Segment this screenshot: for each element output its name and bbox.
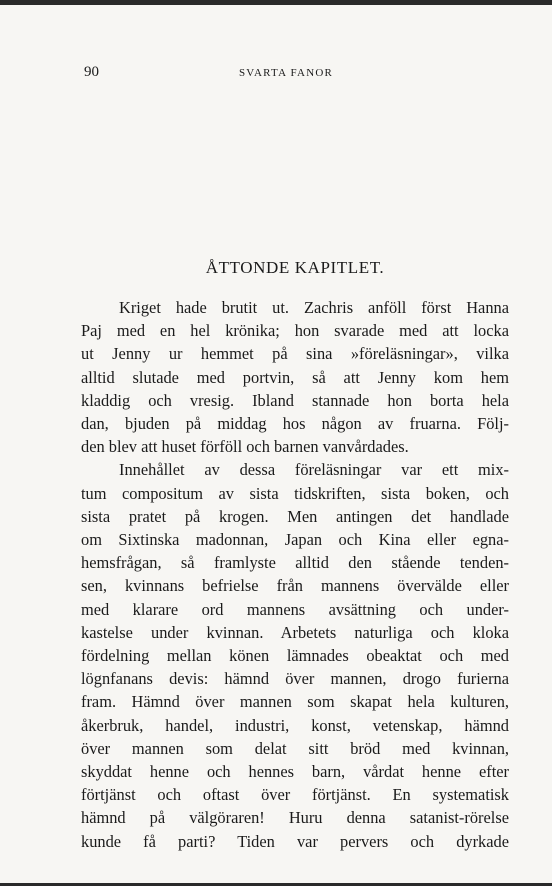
text-line: kunde få parti? Tiden var pervers och dyrkade — [81, 831, 509, 851]
text-line: om Sixtinska madonnan, Japan och Kina eller egna- — [81, 530, 509, 550]
chapter-title: ÅTTONDE KAPITLET. — [205, 258, 385, 277]
top-border-rule — [0, 0, 552, 5]
text-line: kladdig och vresig. Ibland stannade hon borta hela — [81, 390, 509, 410]
text-line: Innehållet av dessa föreläsningar var ett mix- — [119, 460, 509, 480]
text-line: med klarare ord mannens avsättning och under- — [81, 599, 509, 619]
text-line: hämnd på välgöraren! Huru denna satanist-rörelse — [81, 808, 509, 828]
text-line: över mannen som delat sitt bröd med kvinnan, — [81, 738, 509, 758]
page-number: 90 — [84, 64, 99, 80]
body-text — [81, 296, 509, 853]
text-line: sen, kvinnans befrielse från mannens övervälde eller — [81, 576, 509, 596]
text-line: alltid slutade med portvin, så att Jenny kom hem — [81, 367, 509, 387]
text-line: ut Jenny ur hemmet på sina »föreläsningar», vilka — [81, 344, 509, 364]
running-head: SVARTA FANOR — [238, 67, 334, 79]
text-line: fram. Hämnd över mannen som skapat hela kulturen, — [81, 692, 509, 712]
text-line: sista pratet på krogen. Men antingen det handlade — [81, 506, 509, 526]
text-line: dan, bjuden på middag hos någon av fruarna. Följ- — [81, 414, 509, 434]
text-line: Paj med en hel krönika; hon svarade med att locka — [81, 321, 509, 341]
text-line: kastelse under kvinnan. Arbetets naturliga och kloka — [81, 622, 509, 642]
text-line: skyddat henne och hennes barn, vårdat henne efter — [81, 762, 509, 782]
text-line: förtjänst och oftast över förtjänst. En systematisk — [81, 785, 509, 805]
text-line: åkerbruk, handel, industri, konst, vetenskap, hämnd — [81, 715, 509, 735]
text-line: Kriget hade brutit ut. Zachris anföll först Hanna — [119, 298, 509, 317]
text-line: lögnfanans devis: hämnd över mannen, drogo furierna — [81, 669, 509, 689]
text-line: fördelning mellan könen lämnades obeaktat och med — [81, 646, 509, 666]
text-line: tum compositum av sista tidskriften, sista boken, och — [81, 483, 509, 503]
text-line: den blev att huset förföll och barnen vanvårdades. — [81, 437, 409, 457]
text-line: hemsfrågan, så framlyste alltid den stående tenden- — [81, 553, 509, 573]
